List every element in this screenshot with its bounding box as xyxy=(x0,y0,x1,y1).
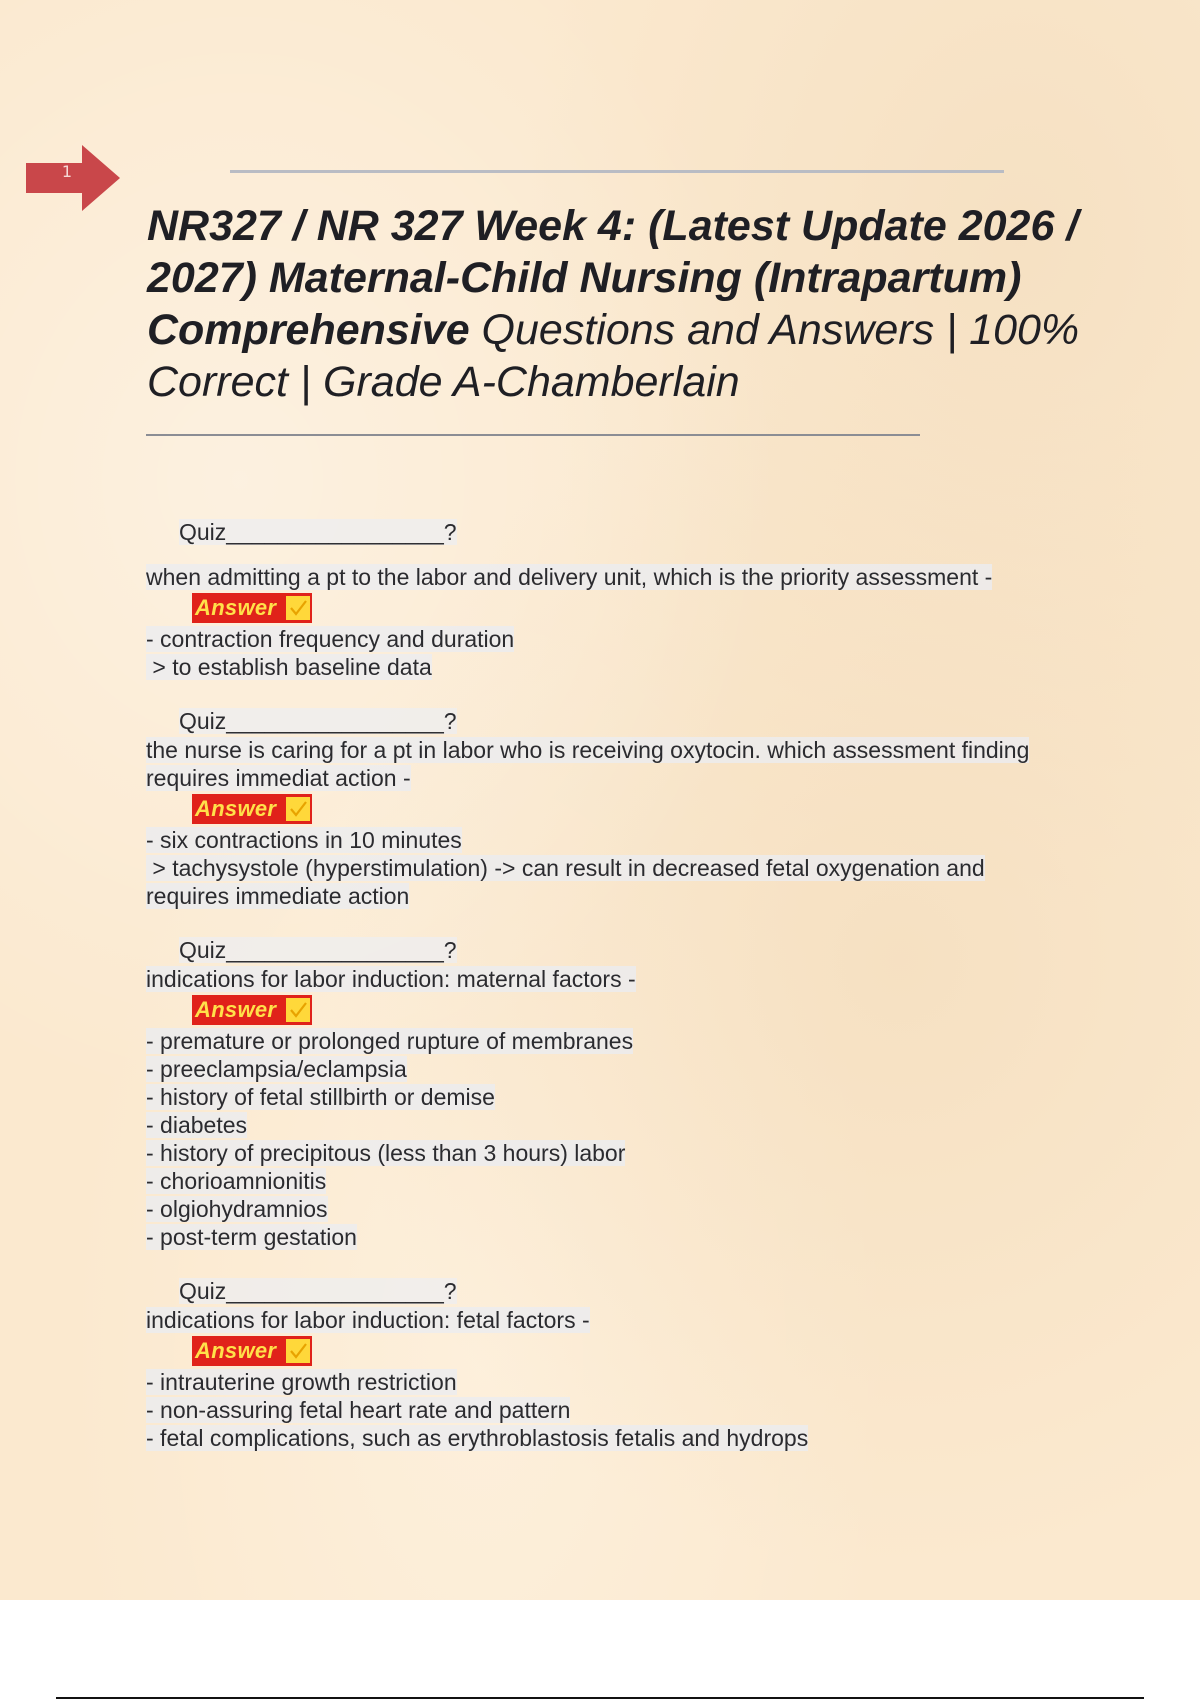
quiz-label xyxy=(146,1277,1096,1306)
answer-line xyxy=(146,826,1096,854)
answer-line xyxy=(146,1083,1096,1111)
answer-line xyxy=(146,1396,1096,1424)
answer-text: - six contractions in 10 minutes xyxy=(146,827,462,853)
answer-badge xyxy=(192,794,312,824)
quiz-label-text: Quiz_________________? xyxy=(179,1278,457,1304)
question-text: the nurse is caring for a pt in labor who is receiving oxytocin. which assessment finding xyxy=(146,737,1030,763)
answer-badge xyxy=(192,1336,312,1366)
answer-line xyxy=(146,1368,1096,1396)
checkmark-icon xyxy=(286,1339,310,1363)
answer-text: - preeclampsia/eclampsia xyxy=(146,1056,407,1082)
answer-text: - history of precipitous (less than 3 hours) labor xyxy=(146,1140,626,1166)
question-line xyxy=(146,736,1096,764)
answer-line xyxy=(146,882,1096,910)
quiz-label xyxy=(146,518,1096,547)
answer-text: - contraction frequency and duration xyxy=(146,626,515,652)
quiz-label-text: Quiz_________________? xyxy=(179,519,457,545)
title-bold: NR327 / NR 327 Week 4: (Latest Update 2026 / 2027) Maternal-Child Nursing (Intrapartum) Comprehensive xyxy=(147,202,1079,354)
question-line xyxy=(146,764,1096,792)
page-number: 1 xyxy=(61,162,73,181)
question-line xyxy=(146,1306,1096,1334)
question-line xyxy=(146,563,1096,591)
answer-badge-label: Answer xyxy=(195,595,277,620)
answer-text: - intrauterine growth restriction xyxy=(146,1369,457,1395)
title-bottom-rule xyxy=(146,434,920,436)
answer-badge xyxy=(192,995,312,1025)
question-text: indications for labor induction: fetal factors - xyxy=(146,1307,590,1333)
answer-text: - olgiohydramnios xyxy=(146,1196,328,1222)
answer-text: - fetal complications, such as erythroblastosis fetalis and hydrops xyxy=(146,1425,809,1451)
checkmark-icon xyxy=(286,998,310,1022)
document-title xyxy=(147,200,1107,408)
answer-line xyxy=(146,1139,1096,1167)
question-line xyxy=(146,965,1096,993)
qa-list xyxy=(146,518,1096,1452)
answer-text: > to establish baseline data xyxy=(146,654,432,680)
answer-text: - post-term gestation xyxy=(146,1224,357,1250)
answer-badge xyxy=(192,593,312,623)
title-top-rule xyxy=(230,170,1004,173)
answer-line xyxy=(146,1111,1096,1139)
footer-rule xyxy=(56,1697,1144,1699)
answer-line xyxy=(146,1424,1096,1452)
answer-badge-label: Answer xyxy=(195,1338,277,1363)
answer-text: - chorioamnionitis xyxy=(146,1168,327,1194)
answer-text: - history of fetal stillbirth or demise xyxy=(146,1084,495,1110)
answer-line xyxy=(146,1195,1096,1223)
qa-item xyxy=(146,707,1096,910)
answer-badge-label: Answer xyxy=(195,997,277,1022)
answer-line xyxy=(146,653,1096,681)
checkmark-icon xyxy=(286,596,310,620)
answer-line xyxy=(146,1167,1096,1195)
answer-line xyxy=(146,625,1096,653)
qa-item xyxy=(146,518,1096,681)
answer-text: - non-assuring fetal heart rate and pattern xyxy=(146,1397,571,1423)
answer-text: - premature or prolonged rupture of membranes xyxy=(146,1028,634,1054)
quiz-label xyxy=(146,707,1096,736)
question-text: indications for labor induction: maternal factors - xyxy=(146,966,636,992)
question-text: requires immediat action - xyxy=(146,765,411,791)
answer-line xyxy=(146,854,1096,882)
answer-badge-label: Answer xyxy=(195,796,277,821)
answer-line xyxy=(146,1055,1096,1083)
answer-line xyxy=(146,1027,1096,1055)
qa-item xyxy=(146,1277,1096,1452)
answer-text: > tachysystole (hyperstimulation) -> can result in decreased fetal oxygenation and xyxy=(146,855,985,881)
quiz-label-text: Quiz_________________? xyxy=(179,937,457,963)
quiz-label xyxy=(146,936,1096,965)
answer-text: - diabetes xyxy=(146,1112,248,1138)
answer-line xyxy=(146,1223,1096,1251)
quiz-label-text: Quiz_________________? xyxy=(179,708,457,734)
title-regular: Questions and Answers | 100% Correct | Grade A-Chamberlain xyxy=(147,306,1080,406)
qa-item xyxy=(146,936,1096,1251)
answer-text: requires immediate action xyxy=(146,883,410,909)
checkmark-icon xyxy=(286,797,310,821)
question-text: when admitting a pt to the labor and delivery unit, which is the priority assessment - xyxy=(146,564,993,590)
